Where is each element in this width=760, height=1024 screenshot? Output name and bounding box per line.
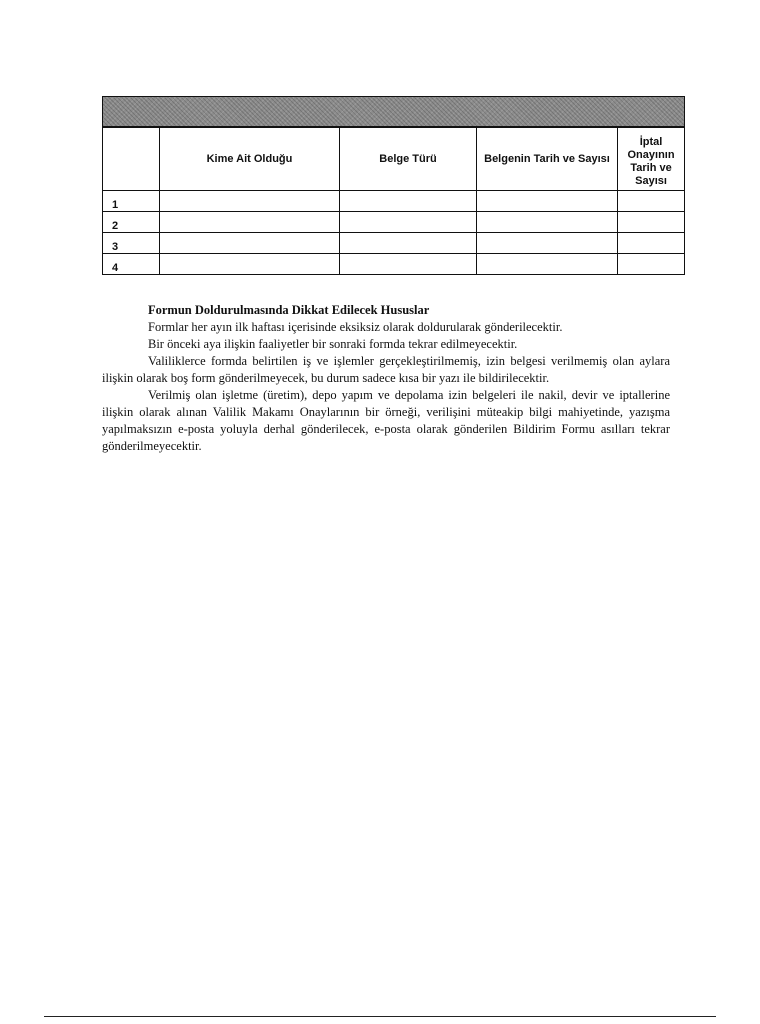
table-cell — [160, 212, 340, 233]
column-header-index — [103, 127, 160, 191]
table-cell — [618, 212, 685, 233]
table-cell — [477, 191, 618, 212]
table-row — [103, 233, 685, 254]
notification-form-table — [102, 96, 685, 275]
table-cell — [477, 212, 618, 233]
column-header-doc-type: Belge Türü — [340, 127, 477, 191]
table-cell — [477, 233, 618, 254]
table-cell — [340, 191, 477, 212]
row-number: 2 — [103, 212, 160, 233]
row-number: 3 — [103, 233, 160, 254]
column-header-date-number: Belgenin Tarih ve Sayısı — [477, 127, 618, 191]
table-row — [103, 254, 685, 275]
table-cell — [340, 212, 477, 233]
footer-divider — [44, 1016, 716, 1017]
table-cell — [477, 254, 618, 275]
table-cell — [340, 233, 477, 254]
form-instructions — [102, 302, 670, 455]
table-cell — [618, 254, 685, 275]
instruction-paragraph: Valiliklerce formda belirtilen iş ve işlemler gerçekleştirilmemiş, izin belgesi verilmemiş olan aylara ilişkin olarak boş form gönderilmeyecek, bu durum sadece kısa bir yazı ile bildirilecektir. — [102, 354, 670, 385]
table-cell — [160, 233, 340, 254]
row-number: 1 — [103, 191, 160, 212]
table-row — [103, 212, 685, 233]
instruction-paragraph: Bir önceki aya ilişkin faaliyetler bir sonraki formda tekrar edilmeyecektir. — [148, 337, 518, 351]
table-cell — [618, 191, 685, 212]
table-cell — [618, 233, 685, 254]
instruction-paragraph: Verilmiş olan işletme (üretim), depo yapım ve depolama izin belgeleri ile nakil, devir ve iptallerine ilişkin olarak alınan Valilik Makamı Onaylarının bir örneği, verilişini müteakip bilgi mahiyetinde, yazışma yapılmaksızın e-posta yoluyla derhal gönderilecek, e-posta olarak gönderilen Bildirim Formu asılları tekrar gönderilmeyecektir. — [102, 388, 670, 453]
instructions-heading: Formun Doldurulmasında Dikkat Edilecek Hususlar — [148, 303, 430, 317]
column-header-cancel-date: İptal Onayının Tarih ve Sayısı — [618, 127, 685, 191]
table-row — [103, 191, 685, 212]
row-number: 4 — [103, 254, 160, 275]
instruction-paragraph: Formlar her ayın ilk haftası içerisinde eksiksiz olarak doldurularak gönderilecektir. — [148, 320, 563, 334]
table-title-bar — [103, 97, 685, 128]
table-cell — [160, 191, 340, 212]
column-header-owner: Kime Ait Olduğu — [160, 127, 340, 191]
table-cell — [160, 254, 340, 275]
table-cell — [340, 254, 477, 275]
